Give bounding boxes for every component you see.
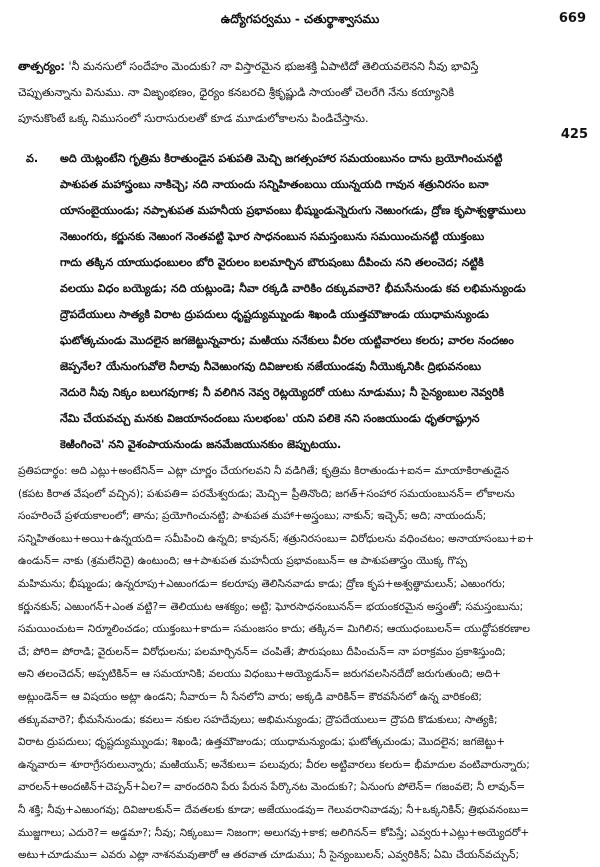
verse-line: అది యెట్లంటేని గృత్రిమ కిరాతుండైన పశుపతి మెచ్చి జగత్సంహార సమయంబునం దాను బ్రయోగించునట్టి — [60, 152, 503, 165]
pratipadartham-line: అటు+చూడుము= ఎవరు ఎట్లా నాశనమవుతారో ఆ తరవాత చూడుము; నీ సైన్యంబులన్; ఎవ్వరికిన్; ఏమి చేయన్‌వచ్చున్; — [18, 849, 520, 862]
verse-text — [60, 146, 588, 458]
page-header — [0, 8, 600, 34]
pratipadartham-line: నీ శక్తి; నీవు+ఎఱుంగవు; దివిజులకున్= దేవతలకు కూడా; అజేయుండవు= గెలువరానివాడవు; నీ+ఒక్కనికిన్; త్రిభువనంబు= — [18, 803, 529, 816]
verse-number: 425 — [560, 127, 588, 142]
verse-line: నెఱుంగరు, కర్ణునకు నెఱుంగ నెంతవట్టి ఘోర సాధనంబున సమస్తంబును సమయించునట్టి యుక్తంబు — [60, 230, 485, 243]
pratipadartham-line: సంహరించే ప్రళయకాలంలో; తాను; ప్రయోగించునట్టి; పాశుపత మహా+అస్త్రంబు; నాకున్; ఇచ్చెన్; అది; నాయందున్; — [18, 510, 487, 523]
verse-line: జెప్పనేల? యేనుంగువోలె నీలావు నీవెఱుంగవు దివిజులకు నజేయుండవు నీయొక్కనికిఁ ద్రిభువనంబు — [60, 360, 482, 373]
pratipadartham-line: తక్కువవారె?; భీమసేనుండు; కవలు= నకుల సహదేవులు; అభిమన్యుండు; ద్రౌపదేయులు= ద్రౌపది కొడుకులు; సాత్యకి; — [18, 713, 498, 726]
pratipadartham-line: (కపట కిరాత వేషంలో వచ్చిన); పశుపతి= పరమేశ్వరుడు; మెచ్చి= ప్రీతినొంది; జగత్+సంహార సమయంబునన్= లోకాలను — [18, 487, 515, 500]
tatparyam-paragraph — [18, 54, 588, 132]
verse-line: నెదురె నీవు నిక్కం బలుగవుగాక; నీ వలిగిన నెవ్వ రెట్లయ్యెదరో యటు నూడుము; నీ సైన్యంబుల నెవ్వరికి — [60, 386, 505, 399]
tatparyam-label: తాత్పర్యం: — [18, 60, 65, 73]
verse-line: పాశుపత మహాస్త్రంబు నాకిచ్చె; నది నాయందు సన్నిహితంబయి యున్నయది గావున శత్రునిరసం బనా — [60, 178, 489, 191]
pratipadartham-paragraph — [18, 460, 588, 867]
running-title: ఉద్యోగపర్వము - చతుర్థాశ్వాసము — [220, 12, 380, 26]
pratipadartham-line: ముజ్జగాలు; ఎదురె?= అడ్డమా?; నీవు; నిక్కంబు= నిజంగా; అలుగవు+కాక; అలిగినన్= కోపిస్తే; ఎవ్వరు+ఎట్లు+అయ్యెదరో+ — [18, 826, 530, 839]
verse-line: కెఱింగించె' నని వైశంపాయనుండు జనమేజయునకుం జెప్పుటయు. — [60, 438, 342, 451]
tatparyam-line: పూనుకొంటే ఒక్క నిముసంలో సురాసురులతో కూడ మూడులోకాలను పిండిచేస్తాను. — [18, 112, 369, 125]
verse-line: ఘటోత్కచుండు మొదలైన జగజెట్టున్నవారు; మఱియు ననేకులు వీరల యట్టివారలు కలరు; వారల నందఱం — [60, 334, 514, 347]
verse-line: వలయు విధం బయ్యెడు; నది యట్లుండె; నీవా రక్కడి వారికిం దక్కువవారె? భీమసేనుండు కవ లభిమన్యుండు — [60, 282, 526, 295]
pratipadartham-line: అట్లుండెన్= ఆ విషయం అట్లా ఉండని; నీవారు= నీ సేనలోని వారు; అక్కడి వారికిన్= కౌరవసేనలో ఉన్న వారికంటె; — [18, 690, 482, 703]
pratipadartham-line: కర్ణునకున్; ఎఱుంగన్+ఎంత వట్టి?= తెలియుట ఆశక్యం; అట్టి; ఘోరసాధనంబునన్= భయంకరమైన అస్త్రంతో; సమస్తంబును; — [18, 600, 524, 613]
pratipadartham-line: విరాట ద్రుపదులు; ధృష్టద్యుమ్నుండు; శిఖండి; ఉత్తమౌజుండు; యుధామన్యుండు; ఘటోత్కచుండు; మొదలైన; జగజెట్టు+ — [18, 736, 506, 749]
tatparyam-line: చెప్పుతున్నాను వినుము. నా విజృంభణం, ధైర్యం కనబరచి శ్రీకృష్ణుడి సాయంతో చెలరేగి నేను కయ్యానికి — [18, 86, 455, 99]
pratipadartham-label: ప్రతిపదార్థం: — [18, 465, 68, 477]
pratipadartham-line: వారలన్+అందఱిన్+చెప్పన్+ఏల?= వారందరిని పేరు పేరున పేర్కొనట మెందుకు?; ఏనుంగు పోలెన్= గజంవలె; నీ లావున్= — [18, 781, 526, 794]
pratipadartham-line: చే; పోరి= పోరాడి; వైరులన్= విరోధులను; పలమార్చినన్= చంపితే; పౌరుషంబు దీపించున్= నా పరాక్రమం ప్రకాశిస్తుంది; — [18, 645, 506, 658]
verse-line: నేమి చేయవచ్చు మనకు విజయానందంబు సులభంబ' యని పలికె నని సంజయుండు ధృతరాష్ట్రున — [60, 412, 480, 425]
verse-marker: వ. — [26, 152, 39, 165]
verse-line: యాసంబైయుండు; నప్పాశుపత మహనీయ ప్రభావంబు భీష్ముండున్నెరుఁగు నెఱుంగఁడు, ద్రోణ కృపాశ్వత్థాములు — [60, 204, 526, 217]
pratipadartham-line: మహిమను; భీష్ముండు; ఉన్నరూపు+ఎఱుంగడు= కలరూపు తెలిసినవాడు కాడు; ద్రోణ కృప+అశ్వత్థామలున్; ఎఱుంగరు; — [18, 577, 506, 590]
verse-line: ద్రౌపదేయులు సాత్యకి విరాట ద్రుపదులు ధృష్టద్యుమ్నుండు శిఖండి యుత్తమౌజుండు యుధామన్యుండు — [60, 308, 489, 321]
pratipadartham-line: సన్నిహితంబు+అయి+ఉన్నయది= సమీపించి ఉన్నది; కావునన్; శత్రునిరసంబు= విరోధులను వధించటం; అనాయాసంబు+ఐ+ — [18, 532, 535, 545]
pratipadartham-line: అని తలంచెదన్; అప్పటికిన్= ఆ సమయానికి; వలయు విధంబు+అయ్యెడున్= జరుగవలసినదేదో జరుగుతుంది; అది+ — [18, 668, 502, 681]
pratipadartham-line: ఉండున్= నాకు (శ్రమలేనిదై) ఉంటుంది; ఆ+పాశుపత మహనీయ ప్రభావంబున్= ఆ పాశుపతాస్త్రం యొక్క గొప్ప — [18, 555, 468, 568]
pratipadartham-line: ఉన్నవారు= శూరాగ్రేసరులున్నారు; మఱియున్; అనేకులు= పలువురు; వీరల అట్టివారలు కలరు= భీమాదుల వంటివారున్నారు; — [18, 758, 530, 771]
pratipadartham-line: అది ఎట్లు+అంటేనిన్= ఎట్లా చూర్ణం చేయగలవని నీ వడిగితే; కృత్రిమ కిరాతుండు+ఐన= మాయాకిరాతుడైన — [67, 465, 510, 477]
verse-line: గాదు తక్కిన యాయుధంబులం బోరి వైరులం బలమార్చిన బౌరుషంబు దీపించు నని తలంచెద; నట్టికి — [60, 256, 484, 269]
tatparyam-line: 'నీ మనసులో సందేహం మెందుకు? నా విస్తారమైన భుజశక్తి ఏపాటిదో తెలియవలెనని నీవు భావిస్తే — [64, 60, 479, 73]
pratipadartham-line: సమయించుట= నిర్మూలించడం; యుక్తంబు+కాదు= సమంజసం కాదు; తక్కిన= మిగిలిన; ఆయుధంబులన్= యుద్ధోపకరణాల — [18, 623, 530, 636]
page-number: 669 — [558, 11, 586, 26]
